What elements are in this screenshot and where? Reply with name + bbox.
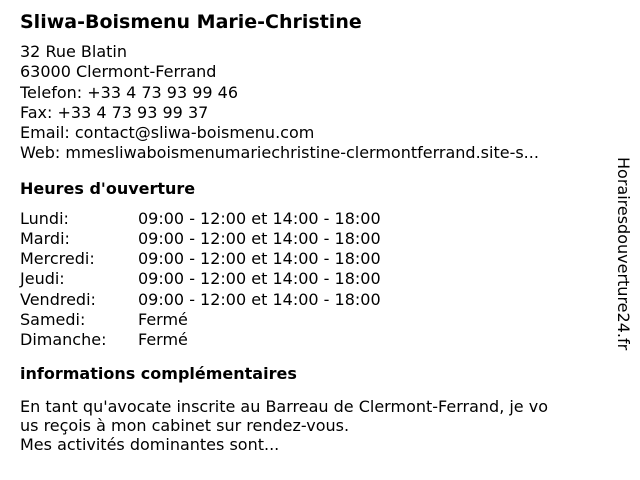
info-heading: informations complémentaires <box>20 364 297 384</box>
hours-row-vendredi <box>20 290 600 310</box>
hours-day: Vendredi: <box>20 289 96 309</box>
site-watermark-text: Horairesdouverture24.fr <box>614 157 633 351</box>
hours-row-mercredi <box>20 249 600 269</box>
hours-value: 09:00 - 12:00 et 14:00 - 18:00 <box>138 269 381 289</box>
hours-heading: Heures d'ouverture <box>20 178 196 198</box>
hours-value: 09:00 - 12:00 et 14:00 - 18:00 <box>138 249 381 269</box>
hours-value: Fermé <box>138 330 188 349</box>
phone-line[interactable]: Telefon: +33 4 73 93 99 46 <box>20 82 239 102</box>
hours-day: Lundi: <box>20 208 69 228</box>
hours-row-jeudi <box>20 269 600 289</box>
hours-row-dimanche <box>20 330 600 350</box>
hours-day: Samedi: <box>20 309 86 329</box>
contact-block <box>20 42 600 164</box>
hours-row-lundi <box>20 209 600 229</box>
fax-line: Fax: +33 4 73 93 99 37 <box>20 102 209 122</box>
hours-day: Mercredi: <box>20 249 95 269</box>
city-line: 63000 Clermont-Ferrand <box>20 62 217 82</box>
hours-day: Dimanche: <box>20 330 107 349</box>
hours-row-mardi <box>20 229 600 249</box>
info-text: En tant qu'avocate inscrite au Barreau de Clermont-Ferrand, je vo us reçois à mon cabinet sur rendez-vous. Mes activités dominantes sont... <box>20 397 548 455</box>
hours-value: 09:00 - 12:00 et 14:00 - 18:00 <box>138 289 381 309</box>
hours-table <box>20 209 600 350</box>
address-line: 32 Rue Blatin <box>20 42 127 61</box>
business-name: Sliwa-Boismenu Marie-Christine <box>20 11 362 33</box>
hours-value: 09:00 - 12:00 et 14:00 - 18:00 <box>138 228 381 248</box>
hours-value: 09:00 - 12:00 et 14:00 - 18:00 <box>138 208 381 228</box>
web-line[interactable]: Web: mmesliwaboismenumariechristine-clermontferrand.site-s... <box>20 143 539 163</box>
hours-row-samedi <box>20 310 600 330</box>
business-card <box>20 10 600 454</box>
hours-day: Jeudi: <box>20 269 65 289</box>
email-line[interactable]: Email: contact@sliwa-boismenu.com <box>20 123 315 143</box>
site-watermark <box>610 136 636 372</box>
hours-day: Mardi: <box>20 228 70 248</box>
hours-value: Fermé <box>138 309 188 329</box>
